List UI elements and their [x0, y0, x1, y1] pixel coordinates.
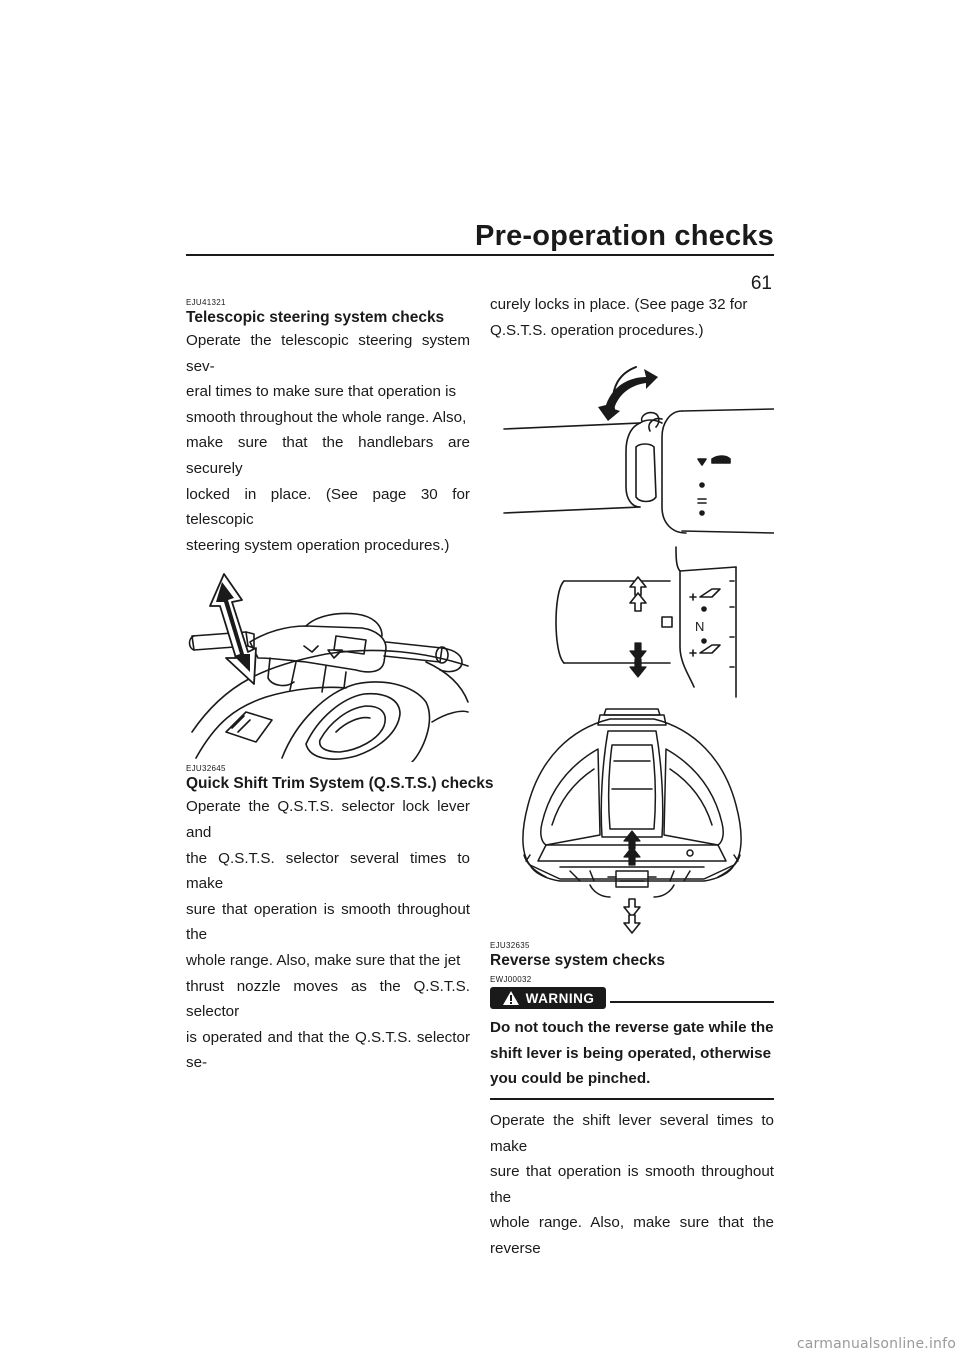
warning-bottom-rule [490, 1098, 774, 1100]
page-title: Pre-operation checks [475, 220, 774, 252]
section-code: EJU32645 [186, 764, 226, 774]
qsts-body: Operate the Q.S.T.S. selector lock lever and the Q.S.T.S. selector several times to make sure that operation is smooth throughout the whole range. Also, make sure that the jet thrust nozzle moves as the Q.S.T.S. selector is operated and that the Q.S.T.S. selector se- [186, 798, 470, 1072]
neutral-label: N [695, 619, 705, 635]
section-title-telescopic: Telescopic steering system checks [186, 309, 445, 326]
warning-header [490, 987, 774, 1011]
warning-icon [502, 990, 520, 1006]
section-title-reverse: Reverse system checks [490, 952, 665, 970]
section-title-qsts: Quick Shift Trim System (Q.S.T.S.) checks [186, 775, 494, 793]
warning-top-rule [610, 1001, 774, 1003]
section-code: EJU32635 [490, 941, 530, 951]
qsts-selector-illustration [490, 347, 774, 701]
page-number: 61 [750, 273, 772, 294]
warning-label: WARNING [525, 990, 595, 1006]
section-code: EJU41321 [186, 298, 226, 307]
qsts-body-continued: curely locks in place. (See page 32 for Q.S.T.S. operation procedures.) [490, 296, 748, 339]
reverse-body: Operate the shift lever several times to make sure that operation is smooth throughout the whole range. Also, make sure that the reverse [490, 1111, 774, 1257]
telescopic-body: Operate the telescopic steering system sev- eral times to make sure that operation is smooth throughout the whole range. Also, make sure that the handlebars are securely locked in place. (See page 30 for telescopic steering system operation procedures.) [186, 332, 470, 554]
warning-text: Do not touch the reverse gate while the shift lever is being operated, otherwise you could be pinched. [490, 1019, 774, 1088]
telescopic-steering-illustration [186, 562, 470, 762]
header-rule [186, 254, 774, 256]
warning-badge [490, 987, 606, 1009]
left-column [186, 298, 494, 1076]
right-column [490, 298, 774, 1262]
reverse-gate-illustration [490, 705, 774, 935]
warning-code: EWJ00032 [490, 975, 532, 985]
watermark: carmanualsonline.info [796, 1336, 956, 1352]
